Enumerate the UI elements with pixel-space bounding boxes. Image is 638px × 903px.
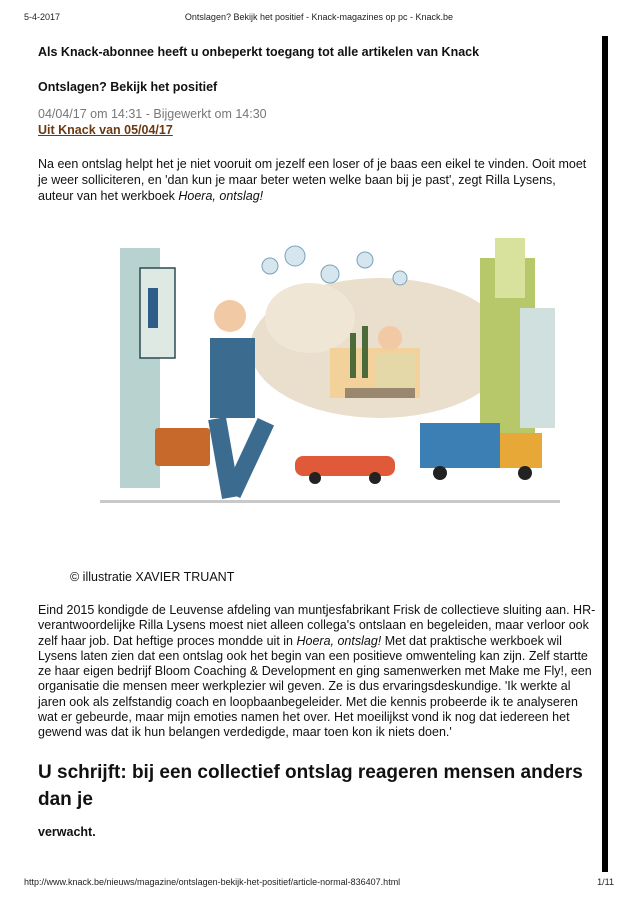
page-url: http://www.knack.be/nieuws/magazine/ontslagen-bekijk-het-positief/article-normal-836407.html — [24, 877, 401, 887]
illustration — [100, 238, 560, 528]
page-number: 1/11 — [597, 877, 614, 887]
bubble — [262, 258, 278, 274]
article-top — [38, 44, 594, 204]
source-issue-link[interactable]: Uit Knack van 05/04/17 — [38, 123, 173, 137]
man-jacket — [210, 338, 255, 418]
ground-line — [100, 500, 560, 503]
dream-cloud-2 — [265, 283, 355, 353]
deck-chair — [345, 388, 415, 398]
wheel — [518, 466, 532, 480]
print-header — [24, 12, 614, 26]
wheel — [369, 472, 381, 484]
briefcase — [155, 428, 210, 466]
subscriber-banner: Als Knack-abonnee heeft u onbeperkt toegang tot alle artikelen van Knack — [38, 45, 480, 59]
print-date: 5-4-2017 — [24, 12, 61, 22]
article-subheading: U schrijft: bij een collectief ontslag reageren mensen anders dan je — [38, 762, 583, 810]
relaxing-man — [375, 353, 415, 393]
red-car — [295, 456, 395, 476]
bubble — [321, 265, 339, 283]
bubble — [357, 252, 373, 268]
cypress-tree — [350, 333, 356, 378]
body-paragraph — [38, 603, 598, 741]
article-title: Ontslagen? Bekijk het positief — [38, 80, 218, 94]
cypress-tree-2 — [362, 326, 368, 378]
lead-text: Na een ontslag helpt het je niet vooruit om jezelf een loser of je baas een eikel te vinden. Ooit moet je weer solliciteren, en 'dan kun je maar beter weten welke baan bij je past', zegt Rilla Lysens, auteur van het werkboek — [38, 157, 587, 203]
office-worker — [148, 288, 158, 328]
truck-cargo — [420, 423, 500, 468]
subheading-continuation: verwacht. — [38, 825, 96, 839]
body-text-continued: Met dat praktische werkboek wil Lysens laten zien dat een ontslag ook het begin van een positieve omwenteling kan zijn. Zelf startte ze haar eigen bedrijf Bloom Coaching & Development en ging samenwerken met Make me Fly!, een organisatie die mensen meer werkplezier wil geven. Ze is dus ervaringsdeskundige. 'Ik werkte al jaren ook als zelfstandig coach en loopbaanbegeleider. Met die kennis probeerde ik te analyseren wat er gebeurde, maar mijn emoties namen het over. Het moeilijkst vond ik nog dat iedereen het gewend was dat ik hun belangen verdedigde, maar toen kon ik niets doen.' — [38, 633, 592, 740]
truck-cab — [500, 433, 542, 468]
tower — [495, 238, 525, 298]
bubble — [393, 271, 407, 285]
building-right-2 — [520, 308, 555, 428]
wheel — [309, 472, 321, 484]
lead-paragraph — [38, 156, 594, 204]
lead-book-title: Hoera, ontslag! — [178, 189, 264, 203]
scrollbar[interactable] — [602, 36, 608, 872]
bubble — [285, 246, 305, 266]
wheel — [433, 466, 447, 480]
body-text: Eind 2015 kondigde de Leuvense afdeling van muntjesfabrikant Frisk de collectieve sluiting aan. HR-verantwoordelijke Rilla Lysens moest niet alleen collega's ontslaan en begeleiden, maar verloor ook zelf haar job. Dat heftige proces mondde uit in — [38, 603, 596, 648]
print-page-title: Ontslagen? Bekijk het positief - Knack-magazines op pc - Knack.be — [184, 12, 454, 22]
man-head — [214, 300, 246, 332]
body-book-title: Hoera, ontslag! — [296, 633, 382, 648]
relaxing-man-head — [378, 326, 402, 350]
illustration-caption: © illustratie XAVIER TRUANT — [70, 570, 235, 584]
article-meta: 04/04/17 om 14:31 - Bijgewerkt om 14:30 — [38, 107, 267, 121]
